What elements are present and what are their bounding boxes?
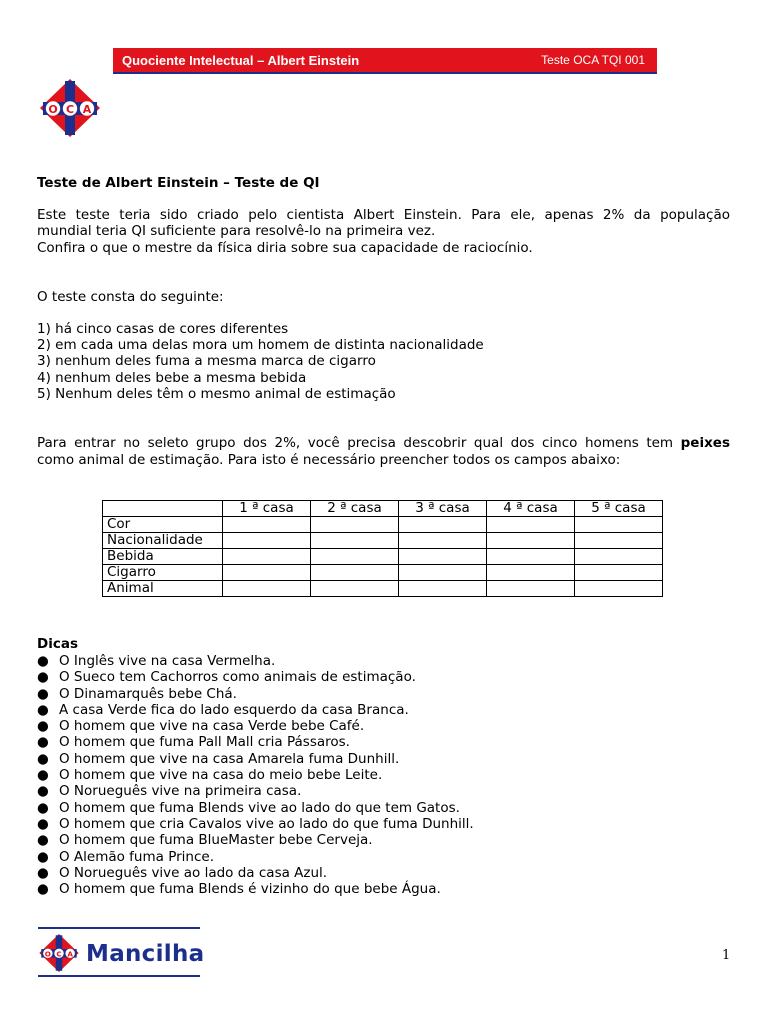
tip-text: O Norueguês vive na primeira casa. xyxy=(59,783,302,800)
bullet-icon: ● xyxy=(37,848,49,865)
intro-line: Confira o que o mestre da física diria sobre sua capacidade de raciocínio. xyxy=(37,240,533,256)
bullet-icon: ● xyxy=(37,783,49,800)
bullet-icon: ● xyxy=(37,718,49,735)
challenge-text: Para entrar no seleto grupo dos 2%, você precisa descobrir qual dos cinco homens tem xyxy=(37,435,674,451)
tips-list xyxy=(37,653,474,897)
table-row xyxy=(103,581,663,597)
tip-text: O homem que vive na casa Amarela fuma Dunhill. xyxy=(59,750,400,767)
row-label: Cor xyxy=(103,517,223,533)
puzzle-table xyxy=(102,500,663,597)
footer-bottom-rule xyxy=(38,975,200,977)
rule-item: 3) nenhum deles fuma a mesma marca de cigarro xyxy=(37,353,376,369)
table-cell[interactable] xyxy=(311,549,399,565)
oca-logo-icon xyxy=(38,78,102,138)
list-item xyxy=(37,686,474,702)
brand-name: Mancilha xyxy=(86,941,205,967)
tip-text: O homem que fuma Pall Mall cria Pássaros. xyxy=(59,734,350,751)
table-cell[interactable] xyxy=(311,517,399,533)
table-cell[interactable] xyxy=(223,517,311,533)
oca-logo-small-icon xyxy=(38,933,80,973)
table-cell[interactable] xyxy=(223,565,311,581)
logo-letter: O xyxy=(44,949,51,959)
list-item xyxy=(37,734,474,750)
bullet-icon: ● xyxy=(37,864,49,881)
list-item xyxy=(37,881,474,897)
tip-text: A casa Verde fica do lado esquerdo da casa Branca. xyxy=(59,701,409,718)
bullet-icon: ● xyxy=(37,669,49,686)
list-item xyxy=(37,702,474,718)
row-label: Nacionalidade xyxy=(103,533,223,549)
table-row xyxy=(103,533,663,549)
rule-item: 1) há cinco casas de cores diferentes xyxy=(37,321,289,337)
row-label: Cigarro xyxy=(103,565,223,581)
header-banner xyxy=(113,48,657,74)
table-cell[interactable] xyxy=(575,549,663,565)
tip-text: O Dinamarquês bebe Chá. xyxy=(59,685,237,702)
rule-item: 5) Nenhum deles têm o mesmo animal de estimação xyxy=(37,386,396,402)
table-cell[interactable] xyxy=(487,549,575,565)
logo-letter: C xyxy=(65,103,75,116)
logo-letter: A xyxy=(82,103,92,116)
table-header-cell: 5 ª casa xyxy=(575,501,663,517)
bullet-icon: ● xyxy=(37,750,49,767)
challenge-highlight: peixes xyxy=(680,435,730,451)
tip-text: O homem que vive na casa Verde bebe Café. xyxy=(59,718,365,735)
table-cell[interactable] xyxy=(487,517,575,533)
list-item xyxy=(37,849,474,865)
page-heading: Teste de Albert Einstein – Teste de QI xyxy=(37,175,320,191)
bullet-icon: ● xyxy=(37,653,49,669)
list-item xyxy=(37,783,474,799)
table-header-cell: 2 ª casa xyxy=(311,501,399,517)
tip-text: O Norueguês vive ao lado da casa Azul. xyxy=(59,864,328,881)
rule-item: 2) em cada uma delas mora um homem de distinta nacionalidade xyxy=(37,337,484,353)
list-item xyxy=(37,865,474,881)
intro-line: Este teste teria sido criado pelo cientista Albert Einstein. Para ele, apenas 2% da população xyxy=(37,207,730,223)
document-title: Quociente Intelectual – Albert Einstein xyxy=(122,53,360,68)
tip-text: O homem que vive na casa do meio bebe Leite. xyxy=(59,767,383,784)
logo-letter: O xyxy=(48,103,58,116)
rules-intro: O teste consta do seguinte: xyxy=(37,289,224,305)
bullet-icon: ● xyxy=(37,734,49,751)
table-cell[interactable] xyxy=(575,581,663,597)
tips-heading: Dicas xyxy=(37,636,78,652)
tip-text: O Alemão fuma Prince. xyxy=(59,848,214,865)
table-cell[interactable] xyxy=(399,533,487,549)
tip-text: O homem que fuma BlueMaster bebe Cerveja. xyxy=(59,832,373,849)
table-cell[interactable] xyxy=(575,533,663,549)
footer-top-rule xyxy=(38,927,200,929)
table-header-cell: 3 ª casa xyxy=(399,501,487,517)
row-label: Bebida xyxy=(103,549,223,565)
bullet-icon: ● xyxy=(37,685,49,702)
bullet-icon: ● xyxy=(37,701,49,718)
bullet-icon: ● xyxy=(37,832,49,849)
intro-line: mundial teria QI suficiente para resolvê-lo na primeira vez. xyxy=(37,223,436,239)
list-item xyxy=(37,669,474,685)
table-cell[interactable] xyxy=(223,533,311,549)
table-row xyxy=(103,517,663,533)
table-corner-cell xyxy=(103,501,223,517)
table-cell[interactable] xyxy=(223,549,311,565)
test-code: Teste OCA TQI 001 xyxy=(541,53,645,67)
list-item xyxy=(37,767,474,783)
table-cell[interactable] xyxy=(399,549,487,565)
bullet-icon: ● xyxy=(37,815,49,832)
tip-text: O Inglês vive na casa Vermelha. xyxy=(59,653,276,669)
table-cell[interactable] xyxy=(399,565,487,581)
bullet-icon: ● xyxy=(37,799,49,816)
logo-letter: A xyxy=(67,949,73,959)
tip-text: O homem que fuma Blends é vizinho do que bebe Água. xyxy=(59,881,441,898)
bullet-icon: ● xyxy=(37,767,49,784)
table-cell[interactable] xyxy=(311,581,399,597)
tip-text: O Sueco tem Cachorros como animais de estimação. xyxy=(59,669,416,686)
list-item xyxy=(37,751,474,767)
list-item xyxy=(37,832,474,848)
challenge-line xyxy=(37,435,730,451)
table-cell[interactable] xyxy=(311,533,399,549)
table-row xyxy=(103,549,663,565)
table-cell[interactable] xyxy=(311,565,399,581)
list-item xyxy=(37,653,474,669)
table-cell[interactable] xyxy=(399,517,487,533)
table-cell[interactable] xyxy=(575,565,663,581)
table-header-cell: 1 ª casa xyxy=(223,501,311,517)
table-header-cell: 4 ª casa xyxy=(487,501,575,517)
table-cell[interactable] xyxy=(487,565,575,581)
tip-text: O homem que cria Cavalos vive ao lado do que fuma Dunhill. xyxy=(59,815,474,832)
logo-letter: C xyxy=(56,949,62,959)
table-cell[interactable] xyxy=(575,517,663,533)
table-cell[interactable] xyxy=(487,581,575,597)
row-label: Animal xyxy=(103,581,223,597)
list-item xyxy=(37,718,474,734)
page-number: 1 xyxy=(722,948,731,963)
table-cell[interactable] xyxy=(399,581,487,597)
table-cell[interactable] xyxy=(223,581,311,597)
table-header-row xyxy=(103,501,663,517)
footer-brand xyxy=(38,927,205,979)
tip-text: O homem que fuma Blends vive ao lado do que tem Gatos. xyxy=(59,799,460,816)
table-row xyxy=(103,565,663,581)
list-item xyxy=(37,800,474,816)
challenge-line: como animal de estimação. Para isto é necessário preencher todos os campos abaixo: xyxy=(37,452,621,468)
list-item xyxy=(37,816,474,832)
table-cell[interactable] xyxy=(487,533,575,549)
bullet-icon: ● xyxy=(37,881,49,898)
rule-item: 4) nenhum deles bebe a mesma bebida xyxy=(37,370,307,386)
